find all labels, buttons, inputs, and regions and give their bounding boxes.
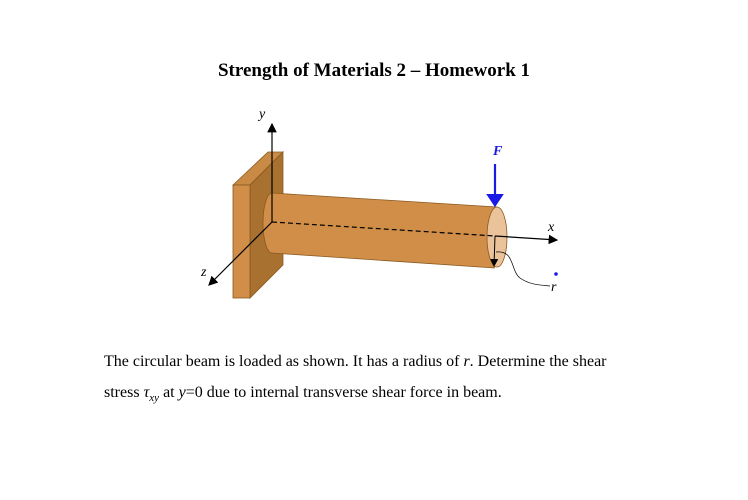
- radius-label: r: [551, 280, 557, 295]
- problem-statement: [104, 346, 684, 414]
- force-label: F: [493, 144, 503, 159]
- text-part: stress: [104, 384, 144, 401]
- text-part: =0 due to internal transverse shear force in beam.: [185, 384, 502, 401]
- text-part: The circular beam is loaded as shown. It has a radius of: [104, 353, 464, 370]
- tau-subscript: xy: [149, 392, 160, 404]
- z-axis-label: z: [201, 265, 207, 280]
- var-r: r: [463, 353, 470, 370]
- text-part: at: [159, 384, 179, 401]
- text-part: . Determine the shear: [469, 353, 607, 370]
- page-title: Strength of Materials 2 – Homework 1: [217, 60, 531, 81]
- x-axis-label: x: [548, 220, 555, 235]
- circular-beam: [263, 193, 507, 268]
- var-tau: τ: [143, 384, 150, 401]
- var-y: y: [178, 384, 186, 401]
- blue-dot: [554, 272, 558, 276]
- y-axis-label: y: [259, 107, 266, 122]
